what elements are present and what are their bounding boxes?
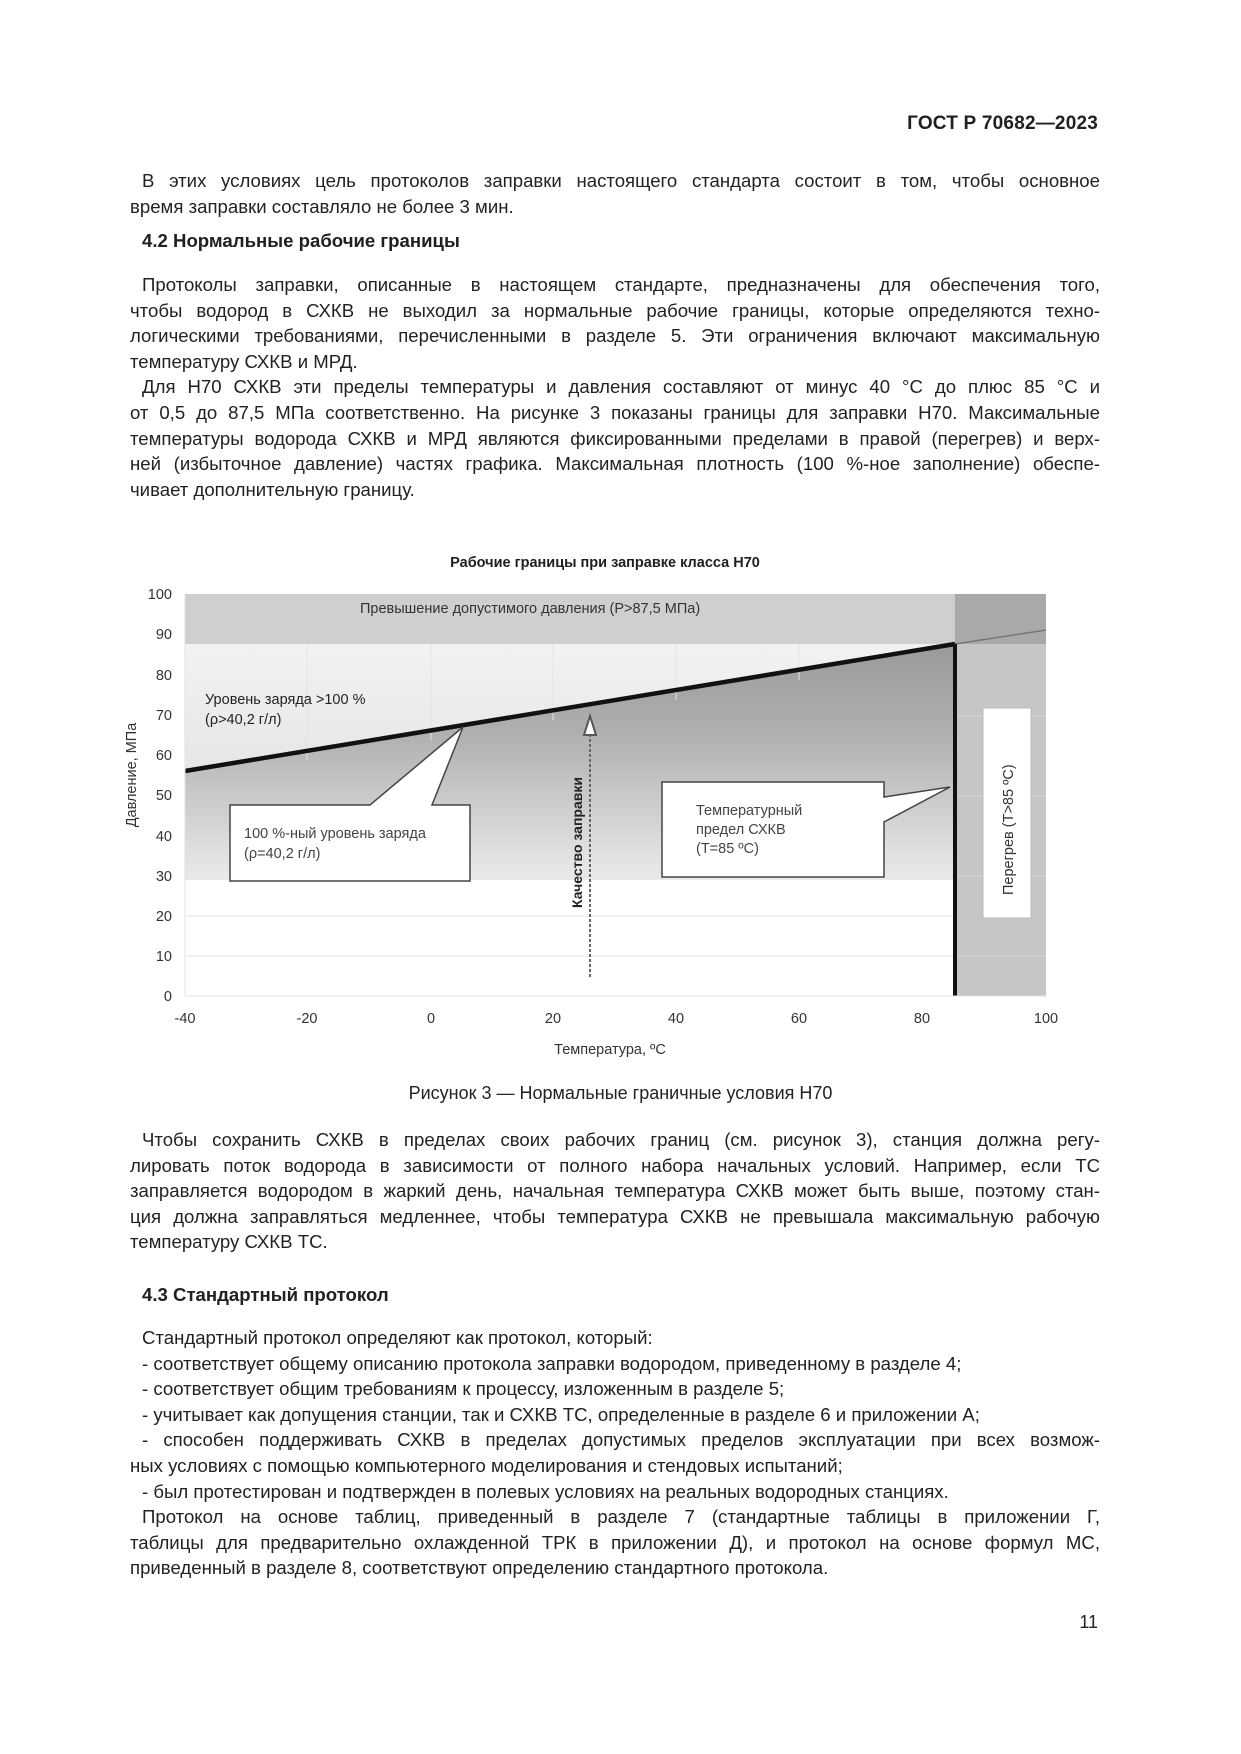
temp-limit-label-3: (T=85 ºС): [696, 841, 759, 857]
text-line: чтобы водород в СХКВ не выходил за нормальные рабочие границы, которые определяются техно-: [130, 299, 1100, 321]
svg-text:70: 70: [155, 708, 172, 724]
svg-text:0: 0: [163, 989, 172, 1005]
y-axis: [148, 587, 185, 1005]
text-line: ней (избыточное давление) частях графика. Максимальная плотность (100 %-ное заполнение) обеспе-: [130, 453, 1100, 475]
text-line: лировать поток водорода в зависимости от полного набора начальных условий. Например, если ТС: [130, 1154, 1100, 1176]
svg-text:40: 40: [155, 829, 172, 845]
svg-text:60: 60: [790, 1011, 808, 1027]
paragraph-after-figure: [130, 1127, 1100, 1255]
text-line: приведенный в разделе 8, соответствуют определению стандартного протокола.: [130, 1557, 829, 1579]
svg-text:0: 0: [426, 1011, 436, 1027]
text-line: от 0,5 до 87,5 МПа соответственно. На рисунке 3 показаны границы для заправки Н70. Максимальные: [130, 401, 1100, 423]
list-item: - был протестирован и подтвержден в полевых условиях на реальных водородных станциях.: [142, 1480, 949, 1502]
svg-text:-40: -40: [174, 1011, 196, 1027]
list-item: - соответствует общим требованиям к процессу, изложенным в разделе 5;: [142, 1378, 785, 1400]
list-item-continuation: ных условиях с помощью компьютерного моделирования и стендовых испытаний;: [130, 1454, 843, 1476]
section-heading-4-2: 4.2 Нормальные рабочие границы: [142, 230, 460, 251]
svg-text:100: 100: [147, 587, 172, 603]
svg-text:30: 30: [155, 869, 172, 885]
text-line: чивает дополнительную границу.: [130, 478, 415, 500]
svg-text:40: 40: [667, 1011, 685, 1027]
list-item: - соответствует общему описанию протокола заправки водородом, приведенному в разделе 4;: [142, 1352, 962, 1374]
text-line: таблицы для предварительно охлажденной ТРК в приложении Д), и протокол на основе формул МС,: [130, 1531, 1100, 1553]
standard-header: ГОСТ Р 70682—2023: [907, 113, 1098, 134]
figure-caption: Рисунок 3 — Нормальные граничные условия Н70: [408, 1083, 833, 1103]
overpressure-label: Превышение допустимого давления (P>87,5 МПа): [360, 601, 701, 617]
x-axis: [175, 1011, 1059, 1027]
temp-limit-label-2: предел СХКВ: [696, 822, 786, 838]
overcharge-label-2: (ρ>40,2 г/л): [205, 712, 282, 728]
text-line: время заправки составляло не более 3 мин.: [130, 195, 514, 217]
chart-title: Рабочие границы при заправке класса Н70: [450, 555, 760, 571]
svg-text:-20: -20: [296, 1011, 318, 1027]
section-heading-4-3: 4.3 Стандартный протокол: [142, 1284, 389, 1305]
svg-text:60: 60: [155, 748, 172, 764]
svg-text:20: 20: [544, 1011, 562, 1027]
overcharge-label-1: Уровень заряда >100 %: [205, 692, 366, 708]
text-line: ция должна заправляться медленнее, чтобы температура СХКВ не превышала максимальную рабочую: [130, 1205, 1100, 1227]
fill-quality-label: Качество заправки: [569, 777, 585, 908]
text-line: температуру СХКВ и МРД.: [130, 350, 358, 372]
text-line: Чтобы сохранить СХКВ в пределах своих рабочих границ (см. рисунок 3), станция должна регу-: [142, 1129, 1100, 1150]
text-line: В этих условиях цель протоколов заправки настоящего стандарта состоит в том, чтобы основное: [142, 170, 1100, 191]
overheat-label: Перегрев (T>85 ºС): [1001, 764, 1017, 895]
svg-text:80: 80: [913, 1011, 931, 1027]
svg-text:80: 80: [155, 668, 172, 684]
svg-text:10: 10: [155, 949, 172, 965]
text-line: Для Н70 СХКВ эти пределы температуры и давления составляют от минус 40 °С до плюс 85 °С и: [142, 376, 1100, 398]
text-line: температуры водорода СХКВ и МРД являются фиксированными пределами в правой (перегрев) и верх-: [130, 427, 1100, 449]
svg-text:50: 50: [155, 788, 172, 804]
svg-text:90: 90: [155, 627, 172, 643]
text-line: температуру СХКВ ТС.: [130, 1231, 328, 1253]
full-charge-label-1: 100 %-ный уровень заряда: [244, 826, 426, 842]
svg-text:100: 100: [1033, 1011, 1059, 1027]
text-line: Протокол на основе таблиц, приведенный в разделе 7 (стандартные таблицы в приложении Г,: [142, 1506, 1100, 1528]
text-line: заправляется водородом в жаркий день, начальная температура СХКВ может быть выше, поэтому стан-: [130, 1180, 1100, 1202]
paragraph-4-3: [130, 1325, 1100, 1581]
svg-text:20: 20: [155, 909, 172, 925]
list-item: - способен поддерживать СХКВ в пределах допустимых пределов эксплуатации при всех возмож-: [142, 1429, 1100, 1451]
temp-limit-label-1: Температурный: [696, 803, 803, 819]
text-line: Протоколы заправки, описанные в настоящем стандарте, предназначены для обеспечения того,: [142, 274, 1100, 295]
text-line: логическими требованиями, перечисленными в разделе 5. Эти ограничения включают максимальную: [130, 325, 1100, 347]
page-number: 11: [1079, 1612, 1098, 1632]
text-line: Стандартный протокол определяют как протокол, который:: [142, 1327, 653, 1348]
x-axis-label: Температура, ºС: [554, 1042, 666, 1058]
y-axis-label: Давление, МПа: [124, 722, 140, 828]
list-item: - учитывает как допущения станции, так и СХКВ ТС, определенные в разделе 6 и приложении А;: [142, 1403, 980, 1425]
full-charge-label-2: (ρ=40,2 г/л): [244, 846, 321, 862]
